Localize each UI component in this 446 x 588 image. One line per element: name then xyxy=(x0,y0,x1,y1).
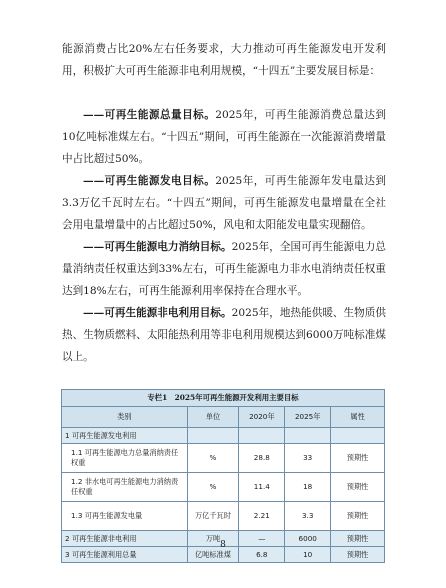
paragraph-power-target xyxy=(62,170,386,236)
table-header-attribute: 属性 xyxy=(331,407,385,428)
table-cell: 1.2 非水电可再生能源电力消纳责任权重 xyxy=(62,473,188,502)
table-cell: 2.21 xyxy=(239,502,285,531)
table-header-row xyxy=(62,407,385,428)
paragraph-lead: ——可再生能源发电目标。 xyxy=(83,175,216,187)
table-cell xyxy=(331,428,385,444)
targets-table xyxy=(61,389,385,563)
table-cell: 预期性 xyxy=(331,502,385,531)
paragraph-intro xyxy=(62,38,386,82)
table-cell: 万亿千瓦时 xyxy=(187,502,239,531)
paragraph-total-target xyxy=(62,104,386,170)
table-cell: 预期性 xyxy=(331,531,385,547)
paragraph-body: 2025年，可再生能源年发电量达到3.3万亿千瓦时左右。“十四五”期间，可再生能源发电量增量在全社会用电量增量中的占比超过50%，风电和太阳能发电量实现翻倍。 xyxy=(62,175,387,231)
table-cell: 3.3 xyxy=(285,502,331,531)
targets-table-box xyxy=(61,389,385,563)
table-cell: 万吨 xyxy=(187,531,239,547)
table-cell xyxy=(239,428,285,444)
table-cell: 33 xyxy=(285,444,331,473)
table-cell: 1 可再生能源发电利用 xyxy=(62,428,188,444)
table-row xyxy=(62,473,385,502)
table-cell: 2 可再生能源非电利用 xyxy=(62,531,188,547)
table-cell: 预期性 xyxy=(331,547,385,563)
paragraph-consumption-target xyxy=(62,236,386,302)
table-cell: 3 可再生能源利用总量 xyxy=(62,547,188,563)
paragraph-body: 2025年，全国可再生能源电力总量消纳责任权重达到33%左右，可再生能源电力非水电消纳责任权重达到18%左右，可再生能源利用率保持在合理水平。 xyxy=(62,241,386,297)
paragraph-intro-text: 能源消费占比20%左右任务要求，大力推动可再生能源发电开发利用，积极扩大可再生能源非电利用规模，“十四五”主要发展目标是： xyxy=(62,43,386,77)
table-caption: 专栏1 2025年可再生能源开发利用主要目标 xyxy=(62,390,385,407)
paragraph-body: 2025年，可再生能源消费总量达到10亿吨标准煤左右。“十四五”期间，可再生能源在一次能源消费增量中占比超过50%。 xyxy=(62,109,387,165)
table-section-row xyxy=(62,428,385,444)
table-cell: 28.8 xyxy=(239,444,285,473)
table-header-unit: 单位 xyxy=(187,407,239,428)
table-cell: 10 xyxy=(285,547,331,563)
table-cell: 18 xyxy=(285,473,331,502)
table-cell: 6000 xyxy=(285,531,331,547)
table-cell: 亿吨标准煤 xyxy=(187,547,239,563)
paragraph-lead: ——可再生能源非电利用目标。 xyxy=(83,307,232,319)
paragraph-lead: ——可再生能源总量目标。 xyxy=(83,109,216,121)
table-cell: — xyxy=(239,531,285,547)
table-cell: 预期性 xyxy=(331,473,385,502)
table-cell: 1.3 可再生能源发电量 xyxy=(62,502,188,531)
table-header-2025: 2025年 xyxy=(285,407,331,428)
table-cell: % xyxy=(187,444,239,473)
table-cell: 1.1 可再生能源电力总量消纳责任权重 xyxy=(62,444,188,473)
table-row xyxy=(62,444,385,473)
table-row xyxy=(62,502,385,531)
paragraph-lead: ——可再生能源电力消纳目标。 xyxy=(83,241,232,253)
table-cell: % xyxy=(187,473,239,502)
page-number: 8 xyxy=(220,540,226,550)
table-cell: 预期性 xyxy=(331,444,385,473)
table-cell: 6.8 xyxy=(239,547,285,563)
table-cell xyxy=(285,428,331,444)
table-cell: 11.4 xyxy=(239,473,285,502)
table-header-category: 类别 xyxy=(62,407,188,428)
paragraph-body: 2025年，地热能供暖、生物质供热、生物质燃料、太阳能热利用等非电利用规模达到6000万吨标准煤以上。 xyxy=(62,307,386,363)
paragraph-nonpower-target xyxy=(62,302,386,368)
table-header-2020: 2020年 xyxy=(239,407,285,428)
table-cell xyxy=(187,428,239,444)
